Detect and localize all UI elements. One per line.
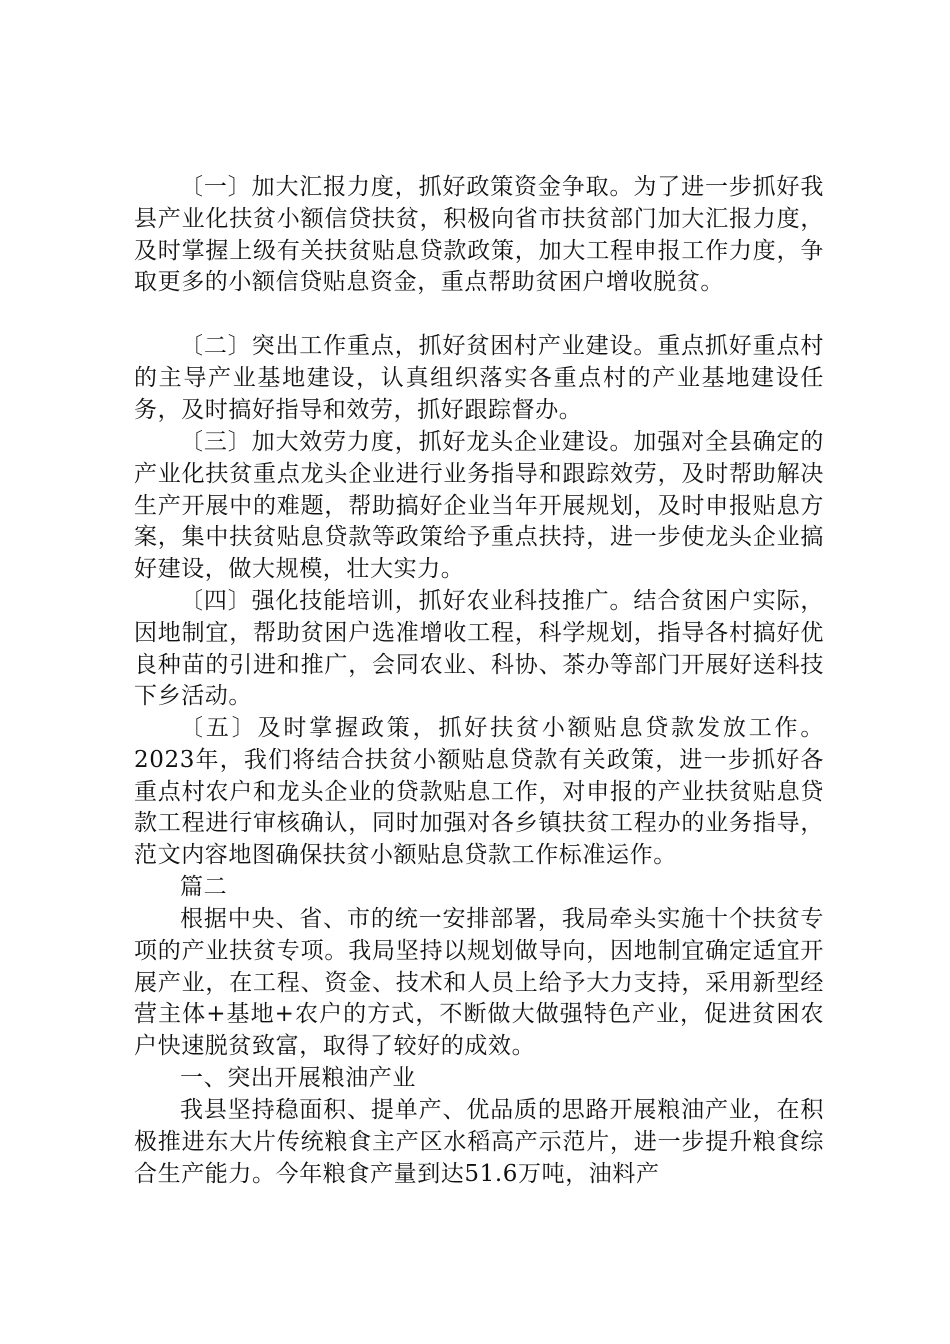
paragraph-4: 〔四〕强化技能培训，抓好农业科技推广。结合贫困户实际，因地制宜，帮助贫困户选准增收工程，科学规划，指导各村搞好优良种苗的引进和推广，会同农业、科协、茶办等部门开展好送科技下乡活动。 [134, 588, 824, 710]
final-paragraph: 我县坚持稳面积、提单产、优品质的思路开展粮油产业，在积极推进东大片传统粮食主产区水稻高产示范片，进一步提升粮食综合生产能力。今年粮食产量到达51.6万吨，油料产 [134, 1097, 824, 1187]
paragraph-2: 〔二〕突出工作重点，抓好贫困村产业建设。重点抓好重点村的主导产业基地建设，认真组织落实各重点村的产业基地建设任务，及时搞好指导和效劳，抓好跟踪督办。 [134, 333, 824, 423]
subheading: 一、突出开展粮油产业 [180, 1065, 416, 1091]
section-title: 篇二 [180, 874, 228, 900]
paragraph-1: 〔一〕加大汇报力度，抓好政策资金争取。为了进一步抓好我县产业化扶贫小额信贷扶贫，积极向省市扶贫部门加大汇报力度，及时掌握上级有关扶贫贴息贷款政策，加大工程申报工作力度，争取更多的小额信贷贴息资金，重点帮助贫困户增收脱贫。 [134, 174, 824, 296]
section-paragraph-1: 根据中央、省、市的统一安排部署，我局牵头实施十个扶贫专项的产业扶贫专项。我局坚持以规划做导向，因地制宜确定适宜开展产业，在工程、资金、技术和人员上给予大力支持，采用新型经营主体+基地+农户的方式，不断做大做强特色产业，促进贫困农户快速脱贫致富，取得了较好的成效。 [134, 906, 824, 1060]
paragraph-3: 〔三〕加大效劳力度，抓好龙头企业建设。加强对全县确定的产业化扶贫重点龙头企业进行业务指导和跟踪效劳，及时帮助解决生产开展中的难题，帮助搞好企业当年开展规划，及时申报贴息方案，集中扶贫贴息贷款等政策给予重点扶持，进一步使龙头企业搞好建设，做大规模，壮大实力。 [134, 429, 824, 583]
paragraph-5: 〔五〕及时掌握政策，抓好扶贫小额贴息贷款发放工作。2023年，我们将结合扶贫小额贴息贷款有关政策，进一步抓好各重点村农户和龙头企业的贷款贴息工作，对申报的产业扶贫贴息贷款工程进行审核确认，同时加强对各乡镇扶贫工程办的业务指导，范文内容地图确保扶贫小额贴息贷款工作标准运作。 [134, 715, 824, 869]
